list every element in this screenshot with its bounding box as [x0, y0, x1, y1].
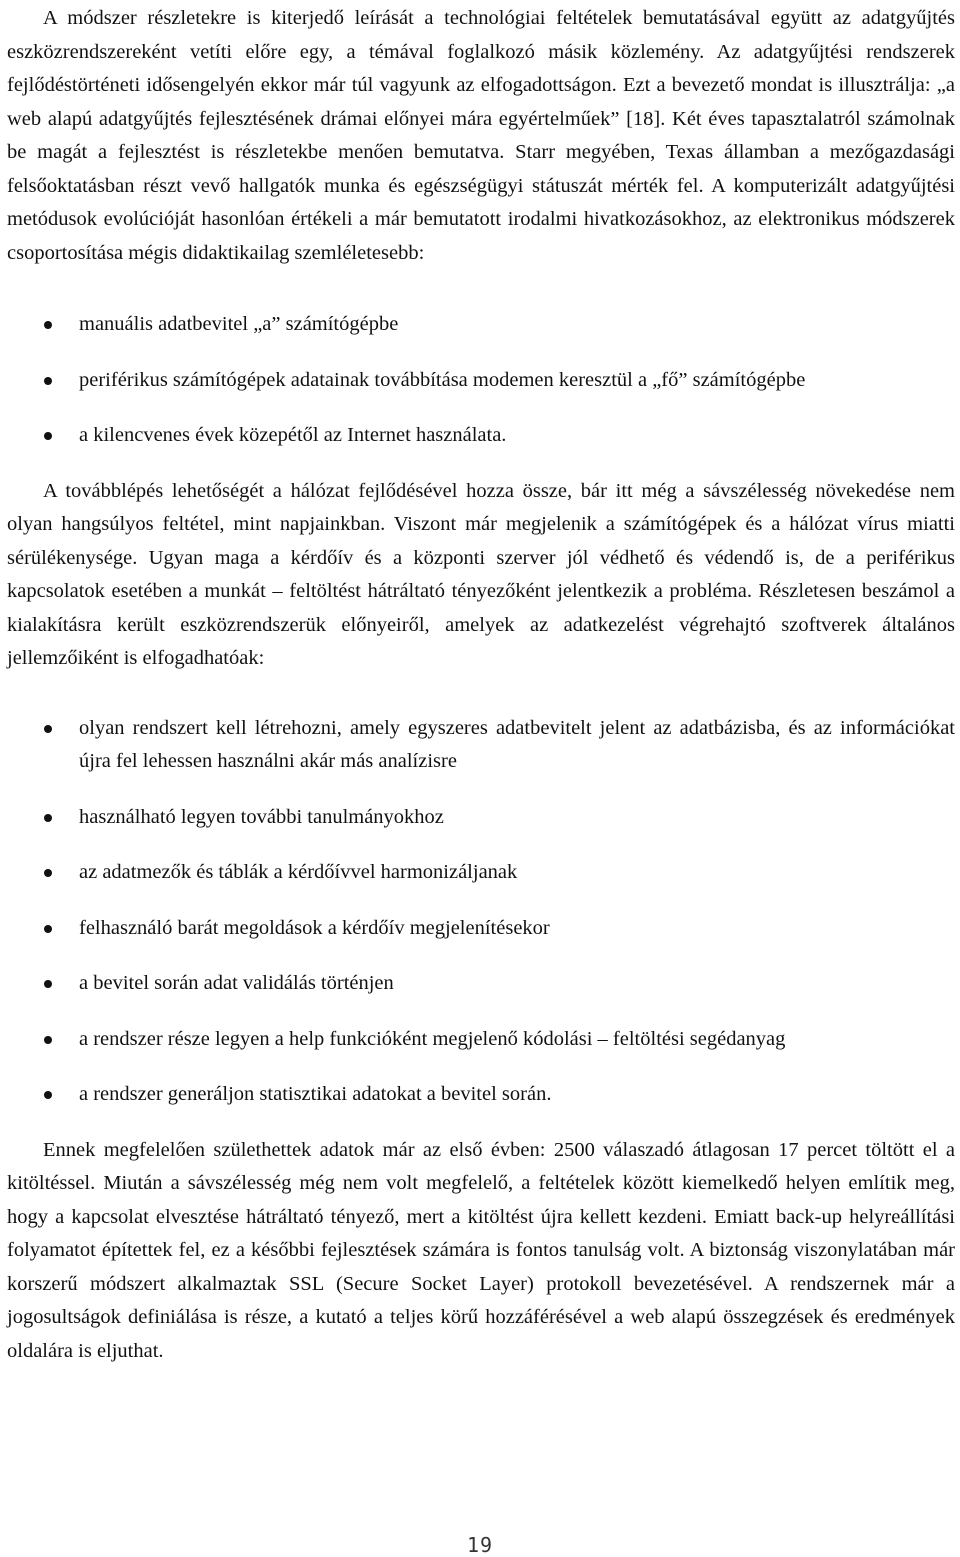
bullet-list-data-entry-methods	[7, 308, 955, 453]
list-item	[7, 1023, 955, 1057]
list-item	[7, 1078, 955, 1112]
bullet-icon	[44, 377, 52, 385]
list-item	[7, 912, 955, 946]
paragraph-2: A továbblépés lehetőségét a hálózat fejlődésével hozza össze, bár itt még a sávszélesség növekedése nem olyan hangsúlyos feltétel, mint napjainkban. Viszont már megjelenik a számítógépek és a hálózat vírus miatti sérülékenysége. Ugyan maga a kérdőív és a központi szerver jól védhető és védendő is, de a periférikus kapcsolatok esetében a munkát – feltöltést hátráltató tényezőként jelentkezik a probléma. Részletesen beszámol a kialakításra került eszközrendszerük előnyeiről, amelyek az adatkezelést végrehajtó szoftverek általános jellemzőiként is elfogadhatóak:	[7, 479, 955, 669]
list-item-text: periférikus számítógépek adatainak továbbítása modemen keresztül a „fő” számítógépbe	[79, 368, 806, 391]
page-number: 19	[466, 1533, 494, 1557]
list-item-text: a rendszer generáljon statisztikai adatokat a bevitel során.	[79, 1083, 552, 1105]
list-item	[7, 856, 955, 890]
paragraph-3: Ennek megfelelően születhettek adatok már az első évben: 2500 válaszadó átlagosan 17 percet töltött el a kitöltéssel. Miután a sávszélesség még nem volt megfelelő, a feltételek között kiemelkedő helyen említik meg, hogy a kapcsolat elvesztése hátráltató tényező, mert a kitöltést újra kellett kezdeni. Emiatt back-up helyreállítási folyamatot építettek fel, ez a későbbi fejlesztések számára is fontos tanulság volt. A biztonság viszonylatában már korszerű módszert alkalmaztak SSL (Secure Socket Layer) protokoll bevezetésével. A rendszernek már a jogosultságok definiálása is része, a kutató a teljes körű hozzáférésével a web alapú összegzések és eredmények oldalára is eljuthat.	[7, 1138, 955, 1362]
list-item-text: a bevitel során adat validálás történjen	[79, 972, 394, 994]
list-item	[7, 967, 955, 1001]
list-item	[7, 419, 955, 453]
bullet-icon	[44, 980, 52, 988]
list-item-text: olyan rendszert kell létrehozni, amely egyszeres adatbevitelt jelent az adatbázisba, és az információkat újra fel lehessen használni akár más analízisre	[79, 716, 955, 772]
bullet-icon	[44, 321, 52, 329]
list-item-text: használható legyen további tanulmányokhoz	[79, 805, 444, 828]
paragraph-1: A módszer részletekre is kiterjedő leírását a technológiai feltételek bemutatásával együtt az adatgyűjtés eszközrendszereként vetíti előre egy, a témával foglalkozó másik közlemény. Az adatgyűjtési rendszerek fejlődéstörténeti idősengelyén ekkor már túl vagyunk az elfogadottságon. Ezt a bevezető mondat is illusztrálja: „a web alapú adatgyűjtés fejlesztésének drámai előnyei mára egyértelműek” [18]. Két éves tapasztalatról számolnak be magát a fejlesztést is részletekbe menően bemutatva. Starr megyében, Texas államban a mezőgazdasági felsőoktatásban részt vevő hallgatók munka és egészségügyi státuszát mérték fel. A komputerizált adatgyűjtési metódusok evolúcióját hasonlóan értékeli a már bemutatott irodalmi hivatkozásokhoz, az elektronikus módszerek csoportosítása mégis didaktikailag szemléletesebb:	[7, 7, 955, 264]
bullet-icon	[44, 814, 52, 822]
bullet-icon	[44, 869, 52, 877]
list-item-text: az adatmezők és táblák a kérdőívvel harmonizáljanak	[79, 861, 518, 883]
bullet-icon	[44, 1036, 52, 1044]
document-page	[7, 0, 955, 1368]
bullet-icon	[44, 432, 52, 440]
list-item-text: felhasználó barát megoldások a kérdőív megjelenítésekor	[79, 916, 550, 939]
list-item-text: manuális adatbevitel „a” számítógépbe	[79, 313, 399, 335]
bullet-icon	[44, 725, 52, 733]
list-item	[7, 712, 955, 779]
list-item	[7, 364, 955, 398]
bullet-icon	[44, 925, 52, 933]
bullet-icon	[44, 1091, 52, 1099]
list-item	[7, 801, 955, 835]
list-item-text: a kilencvenes évek közepétől az Internet használata.	[79, 424, 507, 446]
list-item-text: a rendszer része legyen a help funkcióként megjelenő kódolási – feltöltési segédanyag	[79, 1027, 786, 1050]
bullet-list-system-requirements	[7, 712, 955, 1112]
list-item	[7, 308, 955, 342]
